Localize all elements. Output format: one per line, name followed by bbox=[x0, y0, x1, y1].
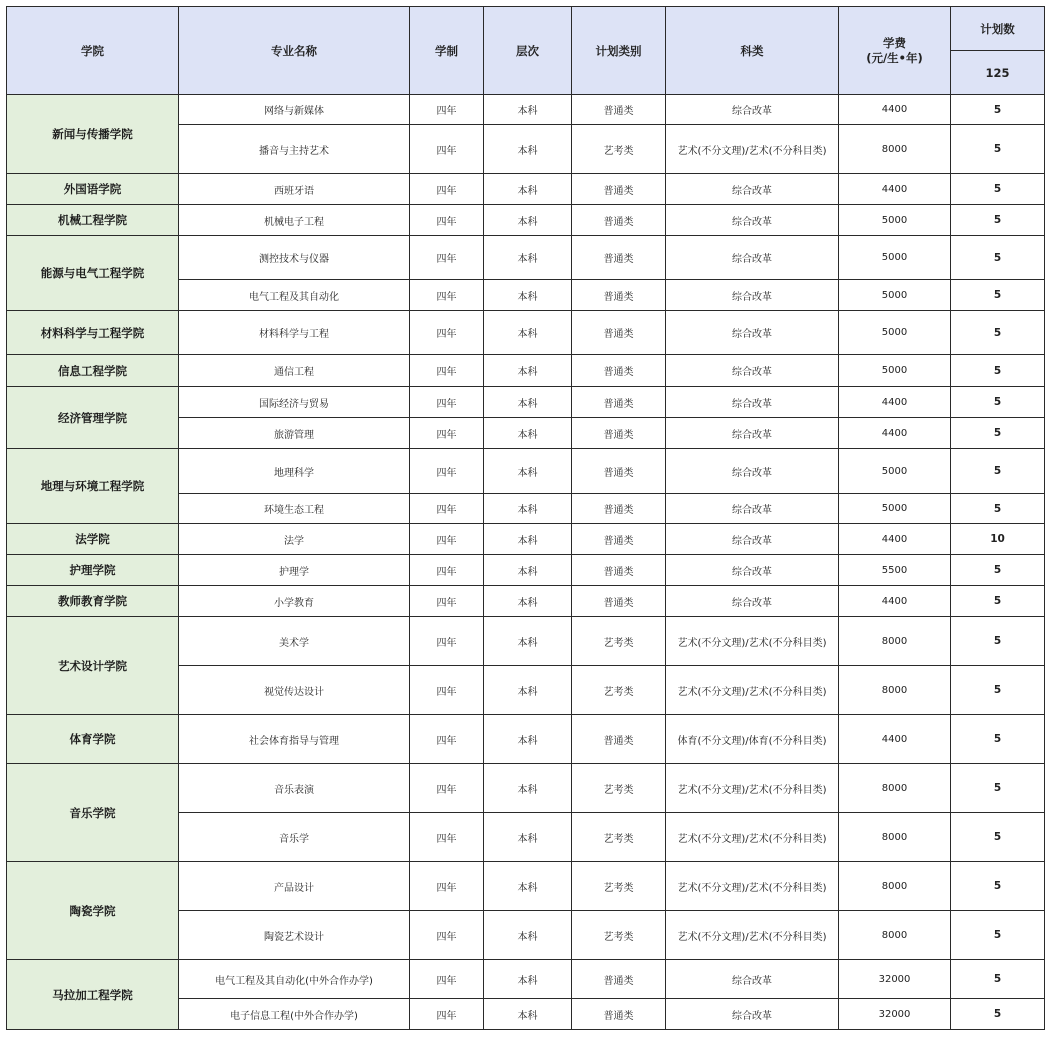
header-major: 专业名称 bbox=[179, 7, 410, 95]
table-row bbox=[7, 205, 1045, 236]
count-cell: 10 bbox=[951, 524, 1045, 555]
fee-cell: 5000 bbox=[839, 205, 951, 236]
level-cell: 本科 bbox=[484, 813, 572, 862]
plan-type-cell: 普通类 bbox=[572, 387, 666, 418]
duration-cell: 四年 bbox=[410, 174, 484, 205]
count-cell: 5 bbox=[951, 666, 1045, 715]
table-row bbox=[7, 95, 1045, 125]
level-cell: 本科 bbox=[484, 666, 572, 715]
duration-cell: 四年 bbox=[410, 960, 484, 999]
level-cell: 本科 bbox=[484, 449, 572, 494]
college-cell: 体育学院 bbox=[7, 715, 179, 764]
duration-cell: 四年 bbox=[410, 387, 484, 418]
count-cell: 5 bbox=[951, 586, 1045, 617]
college-cell: 陶瓷学院 bbox=[7, 862, 179, 960]
college-cell: 新闻与传播学院 bbox=[7, 95, 179, 174]
count-cell: 5 bbox=[951, 236, 1045, 280]
level-cell: 本科 bbox=[484, 174, 572, 205]
major-cell: 音乐学 bbox=[179, 813, 410, 862]
plan-type-cell: 艺考类 bbox=[572, 813, 666, 862]
subject-type-cell: 综合改革 bbox=[666, 387, 839, 418]
header-college: 学院 bbox=[7, 7, 179, 95]
duration-cell: 四年 bbox=[410, 524, 484, 555]
level-cell: 本科 bbox=[484, 960, 572, 999]
college-cell: 外国语学院 bbox=[7, 174, 179, 205]
subject-type-cell: 艺术(不分文理)/艺术(不分科目类) bbox=[666, 617, 839, 666]
fee-cell: 5000 bbox=[839, 311, 951, 355]
duration-cell: 四年 bbox=[410, 999, 484, 1030]
level-cell: 本科 bbox=[484, 764, 572, 813]
plan-type-cell: 普通类 bbox=[572, 418, 666, 449]
header-plan-count: 计划数 bbox=[951, 7, 1045, 51]
fee-cell: 8000 bbox=[839, 862, 951, 911]
count-cell: 5 bbox=[951, 862, 1045, 911]
major-cell: 音乐表演 bbox=[179, 764, 410, 813]
duration-cell: 四年 bbox=[410, 125, 484, 174]
table-row bbox=[7, 862, 1045, 911]
subject-type-cell: 综合改革 bbox=[666, 586, 839, 617]
plan-type-cell: 普通类 bbox=[572, 960, 666, 999]
duration-cell: 四年 bbox=[410, 715, 484, 764]
college-cell: 法学院 bbox=[7, 524, 179, 555]
college-cell: 艺术设计学院 bbox=[7, 617, 179, 715]
count-cell: 5 bbox=[951, 125, 1045, 174]
fee-cell: 8000 bbox=[839, 125, 951, 174]
plan-type-cell: 普通类 bbox=[572, 355, 666, 387]
fee-cell: 4400 bbox=[839, 715, 951, 764]
college-cell: 马拉加工程学院 bbox=[7, 960, 179, 1030]
duration-cell: 四年 bbox=[410, 280, 484, 311]
header-total: 125 bbox=[951, 51, 1045, 95]
header-fee bbox=[839, 7, 951, 95]
duration-cell: 四年 bbox=[410, 911, 484, 960]
duration-cell: 四年 bbox=[410, 666, 484, 715]
subject-type-cell: 综合改革 bbox=[666, 449, 839, 494]
major-cell: 材料科学与工程 bbox=[179, 311, 410, 355]
subject-type-cell: 综合改革 bbox=[666, 174, 839, 205]
count-cell: 5 bbox=[951, 960, 1045, 999]
table-row bbox=[7, 555, 1045, 586]
subject-type-cell: 艺术(不分文理)/艺术(不分科目类) bbox=[666, 125, 839, 174]
duration-cell: 四年 bbox=[410, 355, 484, 387]
count-cell: 5 bbox=[951, 715, 1045, 764]
plan-type-cell: 普通类 bbox=[572, 236, 666, 280]
college-cell: 机械工程学院 bbox=[7, 205, 179, 236]
plan-type-cell: 普通类 bbox=[572, 555, 666, 586]
college-cell: 护理学院 bbox=[7, 555, 179, 586]
major-cell: 法学 bbox=[179, 524, 410, 555]
table-row bbox=[7, 764, 1045, 813]
level-cell: 本科 bbox=[484, 555, 572, 586]
major-cell: 电气工程及其自动化 bbox=[179, 280, 410, 311]
major-cell: 旅游管理 bbox=[179, 418, 410, 449]
table-row bbox=[7, 311, 1045, 355]
fee-cell: 5500 bbox=[839, 555, 951, 586]
plan-type-cell: 普通类 bbox=[572, 449, 666, 494]
table-row bbox=[7, 617, 1045, 666]
college-cell: 经济管理学院 bbox=[7, 387, 179, 449]
table-row bbox=[7, 387, 1045, 418]
header-level: 层次 bbox=[484, 7, 572, 95]
fee-cell: 8000 bbox=[839, 764, 951, 813]
subject-type-cell: 艺术(不分文理)/艺术(不分科目类) bbox=[666, 813, 839, 862]
major-cell: 网络与新媒体 bbox=[179, 95, 410, 125]
duration-cell: 四年 bbox=[410, 586, 484, 617]
subject-type-cell: 综合改革 bbox=[666, 311, 839, 355]
table-row bbox=[7, 174, 1045, 205]
table-row bbox=[7, 449, 1045, 494]
fee-cell: 8000 bbox=[839, 813, 951, 862]
duration-cell: 四年 bbox=[410, 862, 484, 911]
count-cell: 5 bbox=[951, 449, 1045, 494]
major-cell: 电气工程及其自动化(中外合作办学) bbox=[179, 960, 410, 999]
count-cell: 5 bbox=[951, 813, 1045, 862]
count-cell: 5 bbox=[951, 355, 1045, 387]
count-cell: 5 bbox=[951, 999, 1045, 1030]
major-cell: 护理学 bbox=[179, 555, 410, 586]
major-cell: 机械电子工程 bbox=[179, 205, 410, 236]
major-cell: 西班牙语 bbox=[179, 174, 410, 205]
count-cell: 5 bbox=[951, 95, 1045, 125]
plan-type-cell: 普通类 bbox=[572, 95, 666, 125]
enrollment-plan-table bbox=[6, 6, 1045, 1030]
subject-type-cell: 综合改革 bbox=[666, 494, 839, 524]
level-cell: 本科 bbox=[484, 311, 572, 355]
count-cell: 5 bbox=[951, 311, 1045, 355]
fee-cell: 4400 bbox=[839, 418, 951, 449]
table-row bbox=[7, 236, 1045, 280]
duration-cell: 四年 bbox=[410, 764, 484, 813]
table-row bbox=[7, 586, 1045, 617]
plan-type-cell: 普通类 bbox=[572, 311, 666, 355]
plan-type-cell: 艺考类 bbox=[572, 666, 666, 715]
fee-cell: 4400 bbox=[839, 174, 951, 205]
plan-type-cell: 艺考类 bbox=[572, 617, 666, 666]
fee-cell: 5000 bbox=[839, 280, 951, 311]
fee-cell: 32000 bbox=[839, 999, 951, 1030]
subject-type-cell: 综合改革 bbox=[666, 999, 839, 1030]
count-cell: 5 bbox=[951, 764, 1045, 813]
level-cell: 本科 bbox=[484, 205, 572, 236]
level-cell: 本科 bbox=[484, 999, 572, 1030]
subject-type-cell: 综合改革 bbox=[666, 524, 839, 555]
fee-cell: 8000 bbox=[839, 617, 951, 666]
plan-type-cell: 普通类 bbox=[572, 494, 666, 524]
major-cell: 通信工程 bbox=[179, 355, 410, 387]
subject-type-cell: 艺术(不分文理)/艺术(不分科目类) bbox=[666, 666, 839, 715]
subject-type-cell: 综合改革 bbox=[666, 95, 839, 125]
level-cell: 本科 bbox=[484, 524, 572, 555]
fee-cell: 5000 bbox=[839, 355, 951, 387]
level-cell: 本科 bbox=[484, 418, 572, 449]
duration-cell: 四年 bbox=[410, 494, 484, 524]
level-cell: 本科 bbox=[484, 280, 572, 311]
plan-type-cell: 普通类 bbox=[572, 280, 666, 311]
plan-type-cell: 普通类 bbox=[572, 174, 666, 205]
major-cell: 环境生态工程 bbox=[179, 494, 410, 524]
fee-cell: 8000 bbox=[839, 666, 951, 715]
count-cell: 5 bbox=[951, 205, 1045, 236]
table-body bbox=[7, 7, 1045, 1030]
major-cell: 陶瓷艺术设计 bbox=[179, 911, 410, 960]
level-cell: 本科 bbox=[484, 125, 572, 174]
table-row bbox=[7, 960, 1045, 999]
duration-cell: 四年 bbox=[410, 205, 484, 236]
fee-cell: 32000 bbox=[839, 960, 951, 999]
count-cell: 5 bbox=[951, 174, 1045, 205]
level-cell: 本科 bbox=[484, 95, 572, 125]
header-subject-type: 科类 bbox=[666, 7, 839, 95]
subject-type-cell: 艺术(不分文理)/艺术(不分科目类) bbox=[666, 862, 839, 911]
major-cell: 视觉传达设计 bbox=[179, 666, 410, 715]
level-cell: 本科 bbox=[484, 387, 572, 418]
fee-cell: 5000 bbox=[839, 236, 951, 280]
subject-type-cell: 综合改革 bbox=[666, 418, 839, 449]
duration-cell: 四年 bbox=[410, 236, 484, 280]
count-cell: 5 bbox=[951, 555, 1045, 586]
college-cell: 教师教育学院 bbox=[7, 586, 179, 617]
level-cell: 本科 bbox=[484, 862, 572, 911]
fee-cell: 4400 bbox=[839, 387, 951, 418]
major-cell: 测控技术与仪器 bbox=[179, 236, 410, 280]
duration-cell: 四年 bbox=[410, 95, 484, 125]
plan-type-cell: 普通类 bbox=[572, 715, 666, 764]
count-cell: 5 bbox=[951, 387, 1045, 418]
subject-type-cell: 艺术(不分文理)/艺术(不分科目类) bbox=[666, 911, 839, 960]
plan-type-cell: 艺考类 bbox=[572, 125, 666, 174]
duration-cell: 四年 bbox=[410, 555, 484, 586]
header-fee-line1: 学费 bbox=[883, 35, 906, 50]
count-cell: 5 bbox=[951, 911, 1045, 960]
fee-cell: 4400 bbox=[839, 586, 951, 617]
count-cell: 5 bbox=[951, 494, 1045, 524]
plan-type-cell: 普通类 bbox=[572, 999, 666, 1030]
plan-type-cell: 普通类 bbox=[572, 524, 666, 555]
duration-cell: 四年 bbox=[410, 311, 484, 355]
fee-cell: 8000 bbox=[839, 911, 951, 960]
duration-cell: 四年 bbox=[410, 449, 484, 494]
fee-cell: 4400 bbox=[839, 95, 951, 125]
major-cell: 社会体育指导与管理 bbox=[179, 715, 410, 764]
subject-type-cell: 体育(不分文理)/体育(不分科目类) bbox=[666, 715, 839, 764]
subject-type-cell: 综合改革 bbox=[666, 960, 839, 999]
plan-type-cell: 普通类 bbox=[572, 205, 666, 236]
fee-cell: 5000 bbox=[839, 494, 951, 524]
major-cell: 美术学 bbox=[179, 617, 410, 666]
duration-cell: 四年 bbox=[410, 418, 484, 449]
subject-type-cell: 综合改革 bbox=[666, 280, 839, 311]
college-cell: 信息工程学院 bbox=[7, 355, 179, 387]
major-cell: 小学教育 bbox=[179, 586, 410, 617]
plan-type-cell: 普通类 bbox=[572, 586, 666, 617]
subject-type-cell: 综合改革 bbox=[666, 205, 839, 236]
fee-cell: 4400 bbox=[839, 524, 951, 555]
count-cell: 5 bbox=[951, 617, 1045, 666]
table-row bbox=[7, 524, 1045, 555]
subject-type-cell: 综合改革 bbox=[666, 555, 839, 586]
level-cell: 本科 bbox=[484, 617, 572, 666]
table-row bbox=[7, 355, 1045, 387]
duration-cell: 四年 bbox=[410, 813, 484, 862]
level-cell: 本科 bbox=[484, 494, 572, 524]
level-cell: 本科 bbox=[484, 911, 572, 960]
level-cell: 本科 bbox=[484, 355, 572, 387]
major-cell: 产品设计 bbox=[179, 862, 410, 911]
college-cell: 材料科学与工程学院 bbox=[7, 311, 179, 355]
plan-type-cell: 艺考类 bbox=[572, 764, 666, 813]
header-row bbox=[7, 7, 1045, 51]
major-cell: 地理科学 bbox=[179, 449, 410, 494]
subject-type-cell: 综合改革 bbox=[666, 236, 839, 280]
level-cell: 本科 bbox=[484, 715, 572, 764]
count-cell: 5 bbox=[951, 280, 1045, 311]
major-cell: 电子信息工程(中外合作办学) bbox=[179, 999, 410, 1030]
header-fee-line2: (元/生•年) bbox=[866, 50, 923, 65]
major-cell: 国际经济与贸易 bbox=[179, 387, 410, 418]
table-row bbox=[7, 715, 1045, 764]
college-cell: 能源与电气工程学院 bbox=[7, 236, 179, 311]
college-cell: 地理与环境工程学院 bbox=[7, 449, 179, 524]
subject-type-cell: 艺术(不分文理)/艺术(不分科目类) bbox=[666, 764, 839, 813]
count-cell: 5 bbox=[951, 418, 1045, 449]
subject-type-cell: 综合改革 bbox=[666, 355, 839, 387]
level-cell: 本科 bbox=[484, 586, 572, 617]
fee-cell: 5000 bbox=[839, 449, 951, 494]
header-plan-type: 计划类别 bbox=[572, 7, 666, 95]
college-cell: 音乐学院 bbox=[7, 764, 179, 862]
level-cell: 本科 bbox=[484, 236, 572, 280]
major-cell: 播音与主持艺术 bbox=[179, 125, 410, 174]
header-duration: 学制 bbox=[410, 7, 484, 95]
plan-type-cell: 艺考类 bbox=[572, 862, 666, 911]
duration-cell: 四年 bbox=[410, 617, 484, 666]
plan-type-cell: 艺考类 bbox=[572, 911, 666, 960]
